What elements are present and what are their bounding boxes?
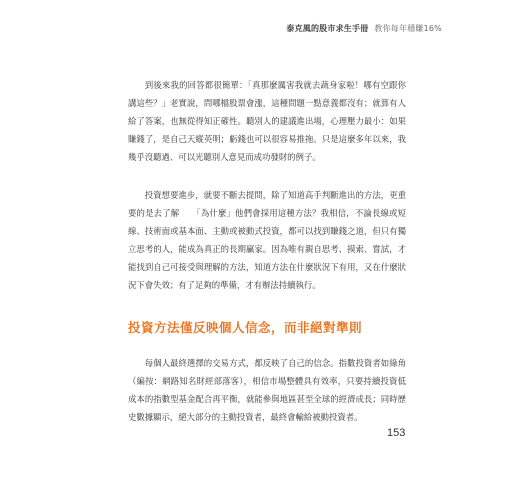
body-paragraph-3: 每個人最終選擇的交易方式，都反映了自己的信念。指數投資者如綠角（編按：網路知名財經部落客），相信市場整體具有效率，只要持續投資低成本的指數型基金配合再平衡，就能參與地區甚至全球的經濟成長；同時歷史數據顯示，絕大部分的主動投資者，最終會輸給被動投資者。 bbox=[128, 358, 406, 422]
section-heading: 投資方法僅反映個人信念，而非絕對準則 bbox=[128, 320, 363, 335]
book-title: 泰克風的股市求生手冊 bbox=[286, 24, 369, 33]
body-paragraph-1: 到後來我的回答都很簡單：「真那麼厲害我就去蔬身家啦！哪有空跟你講這些？」老實說，問哪檔股票會漲，這種問題一點意義都沒有；就算有人給了答案，也無從得知正確性。聽別人的建議進出場，心理壓力最小：如果賺錢了，是自己天縱英明；虧錢也可以很容易推拖。只是這麼多年以來，我幾乎沒聽過、可以光聽別人意見而成功發財的例子。 bbox=[128, 80, 406, 162]
body-paragraph-2: 投資想要進步，就要不斷去提問，除了知道高手判斷進出的方法，更重要的是去了解 「為什麼」他們會採用這種方法？我相信，不論長線或短線、技術面或基本面、主動或被動式投資，都可以找到賺錢之道，但只有獨立思考的人，能成為真正的長期贏家。因為唯有親自思考、摸索、嘗試，才能找到自己可接受與理解的方法，知道方法在什麼狀況下有用，又在什麼狀況下會失效；有了足夠的準備，才有辦法持續執行。 bbox=[128, 190, 406, 290]
book-tagline: 教你每年穩賺16% bbox=[374, 24, 442, 33]
page-body bbox=[128, 74, 406, 426]
running-header bbox=[286, 23, 442, 34]
page-number: 153 bbox=[387, 427, 406, 439]
